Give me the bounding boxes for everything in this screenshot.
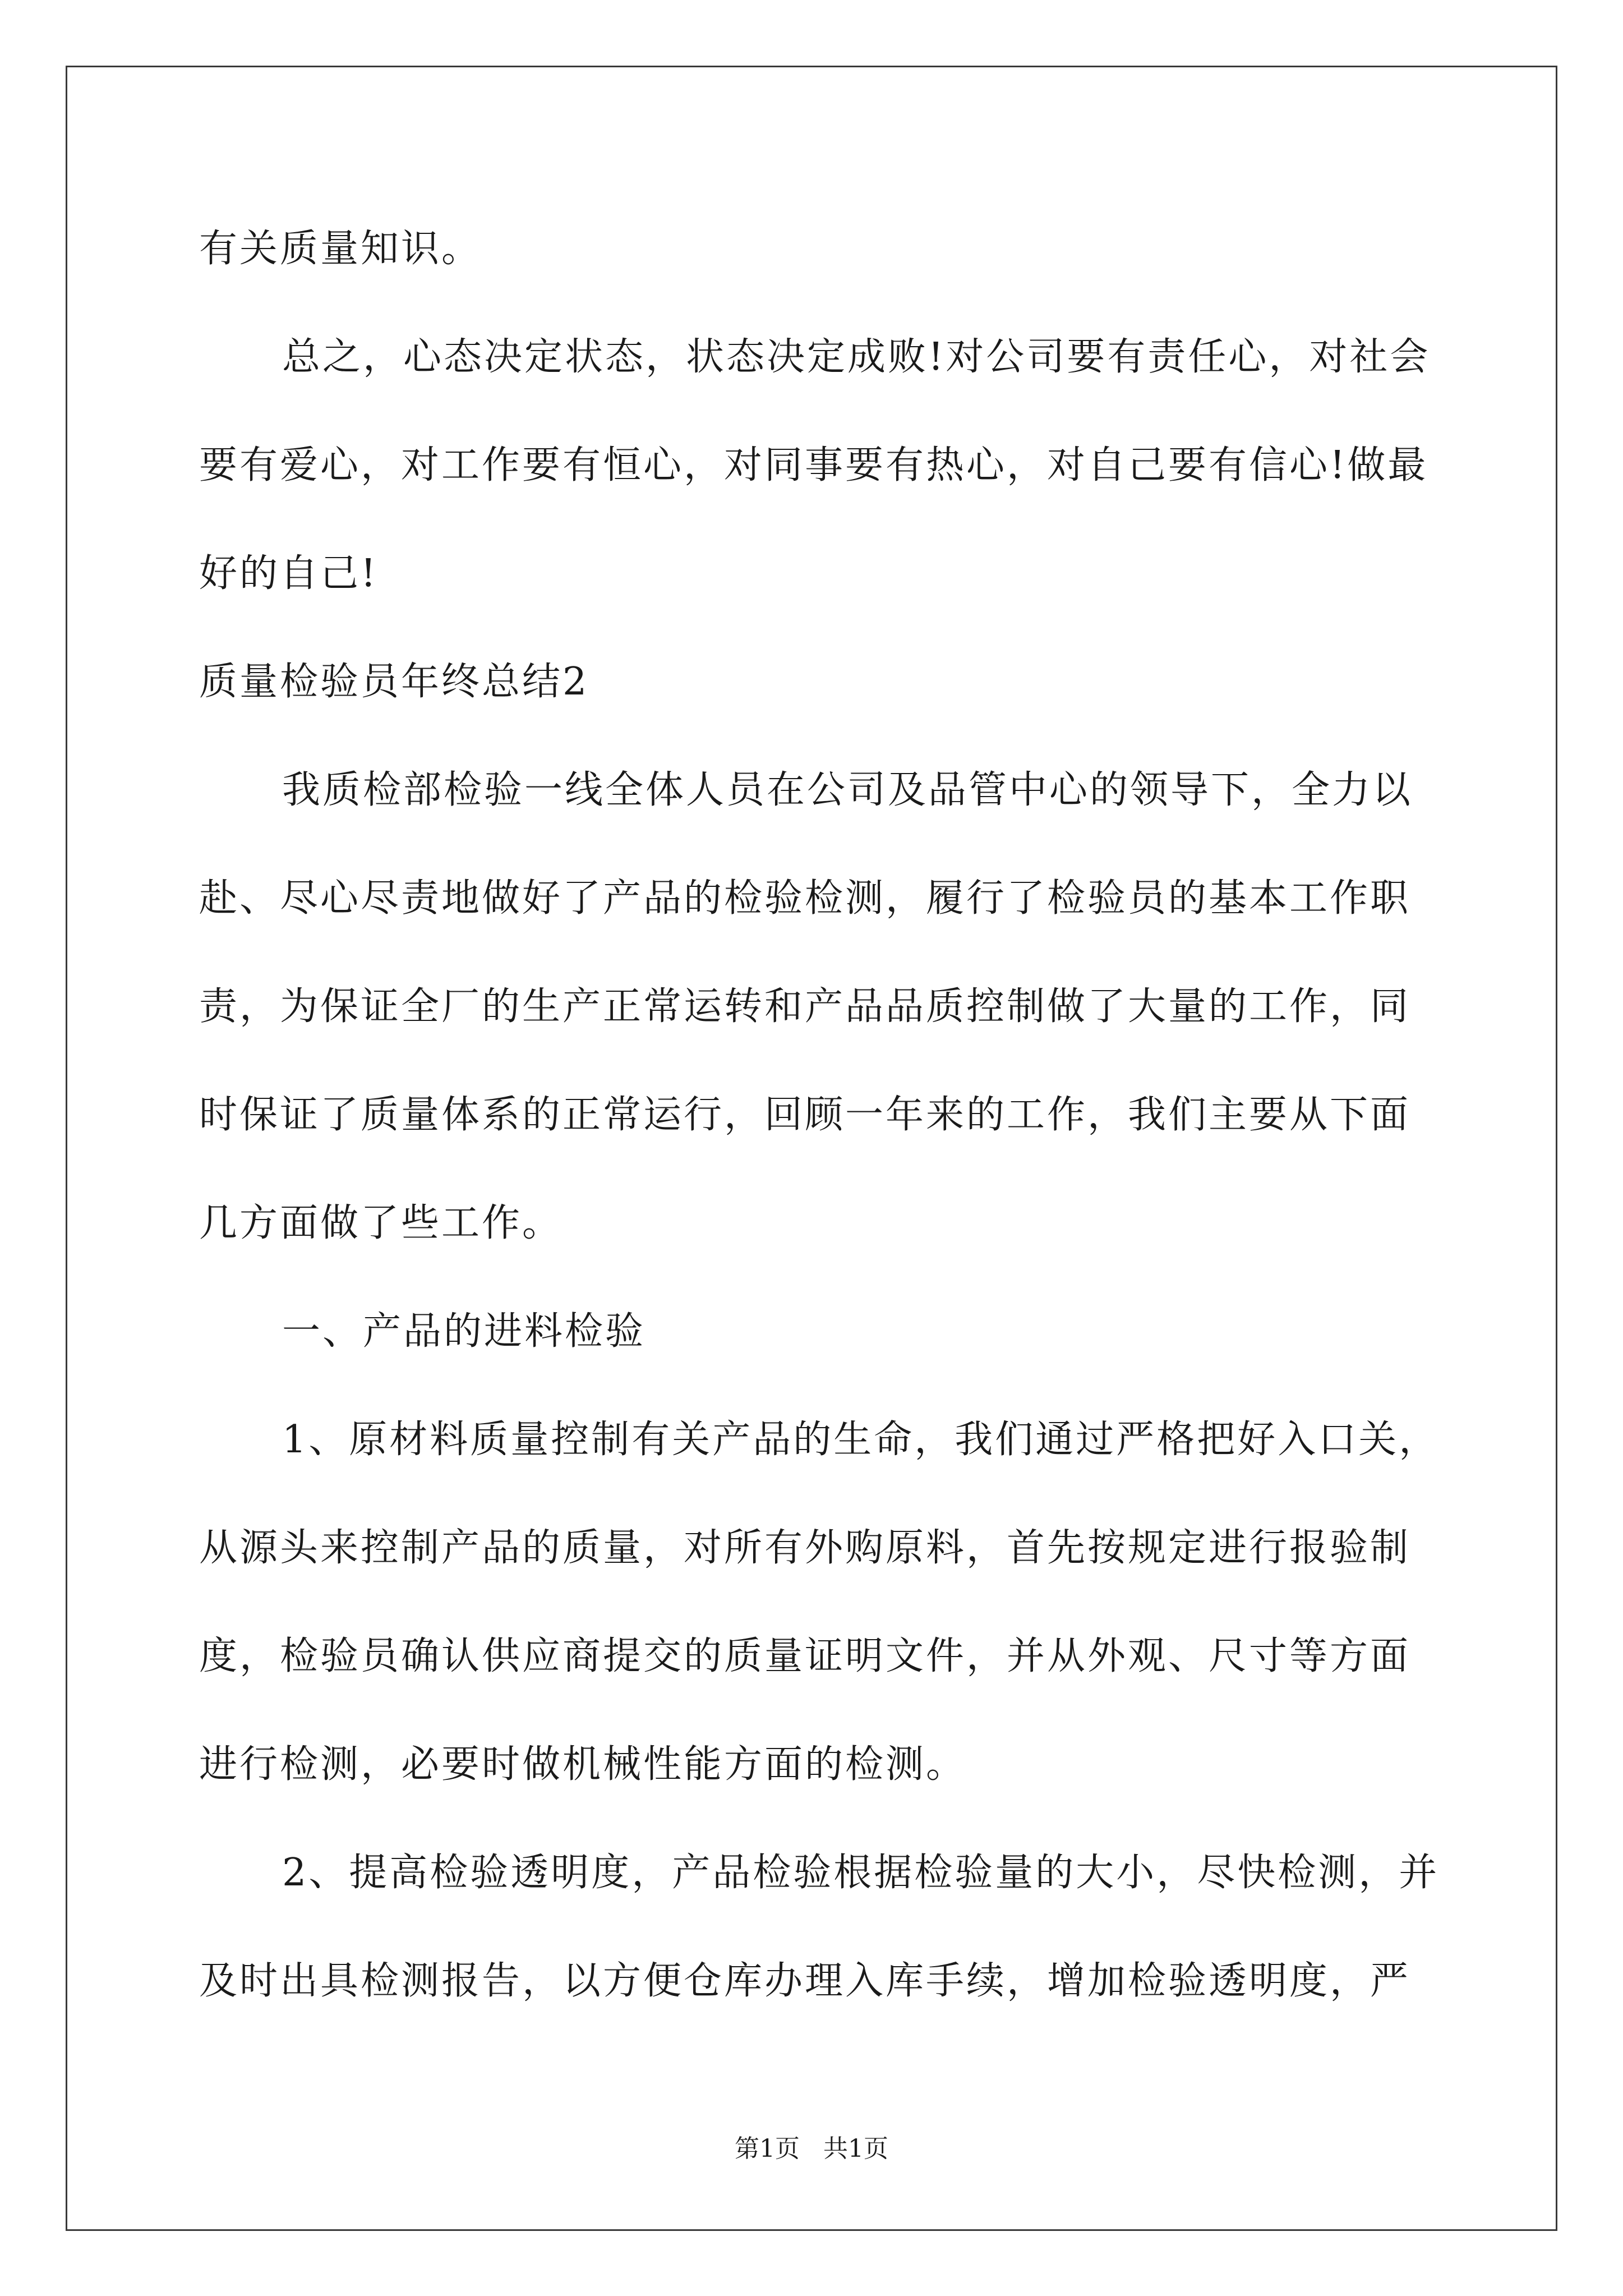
paragraph-line: 度，检验员确认供应商提交的质量证明文件，并从外观、尺寸等方面 (199, 1634, 1411, 1678)
paragraph-line: 责，为保证全厂的生产正常运转和产品品质控制做了大量的工作，同 (199, 984, 1411, 1029)
section-heading: 质量检验员年终总结2 (199, 660, 589, 704)
paragraph-line: 赴、尽心尽责地做好了产品的检验检测，履行了检验员的基本工作职 (199, 876, 1411, 921)
page-border (66, 66, 1557, 2231)
paragraph-line: 有关质量知识。 (199, 227, 482, 271)
paragraph-line: 时保证了质量体系的正常运行，回顾一年来的工作，我们主要从下面 (199, 1093, 1411, 1137)
page-footer: 第1页 共1页 (735, 2134, 888, 2163)
paragraph-line: 1、原材料质量控制有关产品的生命，我们通过严格把好入口关， (282, 1418, 1440, 1462)
paragraph-line: 及时出具检测报告，以方便仓库办理入库手续，增加检验透明度，严 (199, 1959, 1411, 2003)
paragraph-line: 我质检部检验一线全体人员在公司及品管中心的领导下，全力以 (282, 768, 1413, 812)
paragraph-line: 总之，心态决定状态，状态决定成败!对公司要有责任心，对社会 (282, 335, 1431, 379)
paragraph-line: 2、提高检验透明度，产品检验根据检验量的大小，尽快检测，并 (282, 1851, 1440, 1895)
paragraph-line: 好的自己! (199, 551, 379, 596)
subsection-heading: 一、产品的进料检验 (282, 1309, 646, 1354)
paragraph-line: 进行检测，必要时做机械性能方面的检测。 (199, 1742, 967, 1787)
paragraph-line: 要有爱心，对工作要有恒心，对同事要有热心，对自己要有信心!做最 (199, 443, 1428, 487)
paragraph-line: 从源头来控制产品的质量，对所有外购原料，首先按规定进行报验制 (199, 1526, 1411, 1570)
paragraph-line: 几方面做了些工作。 (199, 1201, 563, 1245)
